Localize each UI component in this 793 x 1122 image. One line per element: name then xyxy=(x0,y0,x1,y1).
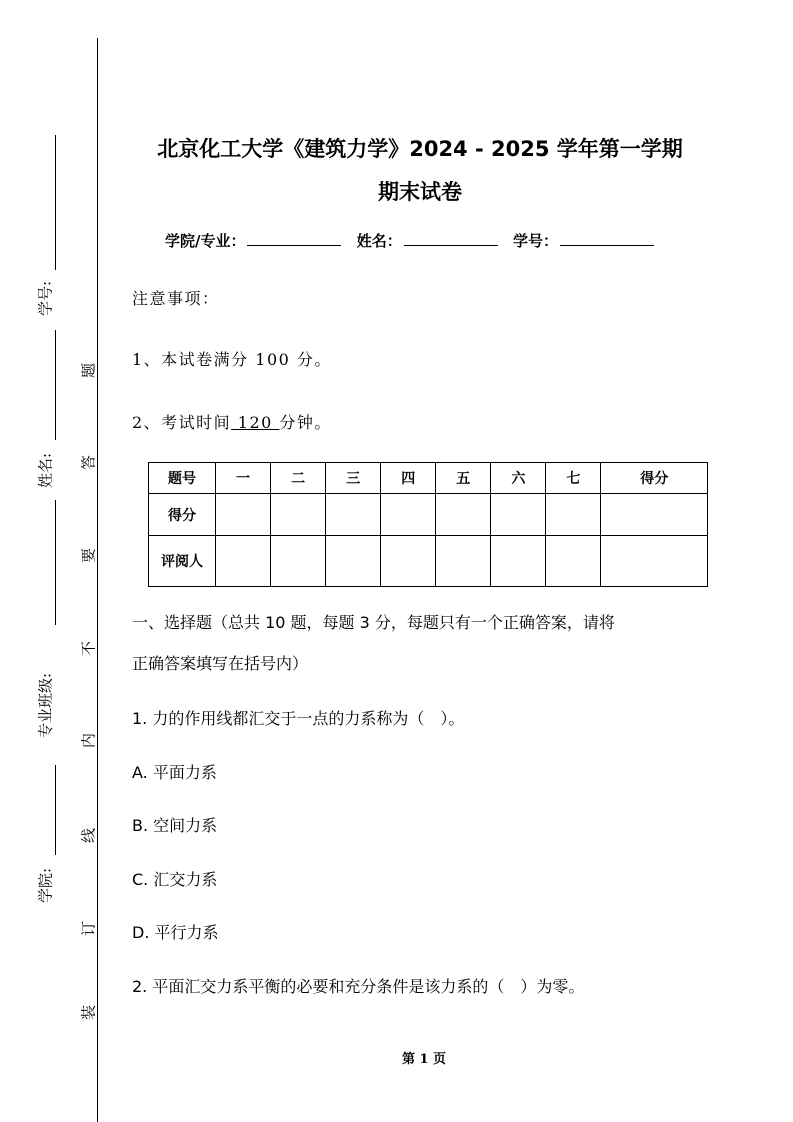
score-cell xyxy=(381,494,436,536)
college-blank[interactable] xyxy=(247,231,341,246)
note-2-text: 2、考试时间 xyxy=(132,413,232,432)
margin-label-id: 学号: xyxy=(36,280,55,317)
score-table xyxy=(148,462,708,587)
row-label: 得分 xyxy=(149,494,216,536)
seal-char: 装 xyxy=(79,1005,98,1021)
page-subtitle: 期末试卷 xyxy=(378,180,462,204)
name-label: 姓名： xyxy=(356,232,402,250)
header-cell: 二 xyxy=(271,463,326,494)
header-cell: 七 xyxy=(546,463,601,494)
header-cell: 得分 xyxy=(601,463,708,494)
header-cell: 四 xyxy=(381,463,436,494)
header-cell: 五 xyxy=(436,463,491,494)
score-cell xyxy=(326,494,381,536)
id-label: 学号： xyxy=(512,232,558,250)
id-blank[interactable] xyxy=(560,231,654,246)
page-number: 第 1 页 xyxy=(401,1052,447,1067)
header-cell: 六 xyxy=(491,463,546,494)
question-1: 1. 力的作用线都汇交于一点的力系称为（ ）。 xyxy=(132,709,465,728)
grader-cell xyxy=(326,536,381,587)
seal-char: 线 xyxy=(79,828,98,844)
score-cell xyxy=(216,494,271,536)
page-title: 北京化工大学《建筑力学》2024 - 2025 学年第一学期 xyxy=(157,137,683,161)
grader-cell xyxy=(601,536,708,587)
score-cell xyxy=(546,494,601,536)
note-1: 1、本试卷满分 100 分。 xyxy=(132,350,332,369)
notes-heading: 注意事项： xyxy=(132,289,220,308)
question-2: 2. 平面汇交力系平衡的必要和充分条件是该力系的（ ）为零。 xyxy=(132,977,585,996)
grader-cell xyxy=(216,536,271,587)
note-2 xyxy=(132,410,332,433)
note-2-unit: 分钟。 xyxy=(279,413,332,432)
row-label: 评阅人 xyxy=(149,536,216,587)
table-header-row xyxy=(149,463,708,494)
student-info xyxy=(165,230,664,251)
option-c: C. 汇交力系 xyxy=(132,870,218,889)
seal-char: 要 xyxy=(79,548,98,564)
seal-char: 订 xyxy=(79,921,98,937)
header-cell: 三 xyxy=(326,463,381,494)
grader-cell xyxy=(381,536,436,587)
score-cell xyxy=(271,494,326,536)
margin-label-class: 专业班级: xyxy=(36,672,55,739)
table-row xyxy=(149,494,708,536)
table-row xyxy=(149,536,708,587)
exam-duration: 120 xyxy=(231,413,280,432)
margin-label-college: 学院: xyxy=(36,867,55,904)
seal-char: 不 xyxy=(79,641,98,657)
name-blank[interactable] xyxy=(404,231,498,246)
option-a: A. 平面力系 xyxy=(132,763,217,782)
grader-cell xyxy=(546,536,601,587)
header-cell: 一 xyxy=(216,463,271,494)
grader-cell xyxy=(491,536,546,587)
header-cell: 题号 xyxy=(149,463,216,494)
seal-char: 内 xyxy=(79,733,98,749)
seal-char: 题 xyxy=(79,363,98,379)
grader-cell xyxy=(271,536,326,587)
score-cell xyxy=(601,494,708,536)
score-cell xyxy=(491,494,546,536)
margin-label-name: 姓名: xyxy=(36,452,55,489)
option-d: D. 平行力系 xyxy=(132,923,219,942)
section-heading-line1: 一、选择题（总共 10 题，每题 3 分，每题只有一个正确答案，请将 xyxy=(132,613,615,632)
section-heading-line2: 正确答案填写在括号内） xyxy=(132,654,309,673)
score-cell xyxy=(436,494,491,536)
grader-cell xyxy=(436,536,491,587)
seal-char: 答 xyxy=(79,455,98,471)
option-b: B. 空间力系 xyxy=(132,816,218,835)
college-label: 学院/专业： xyxy=(165,232,246,250)
